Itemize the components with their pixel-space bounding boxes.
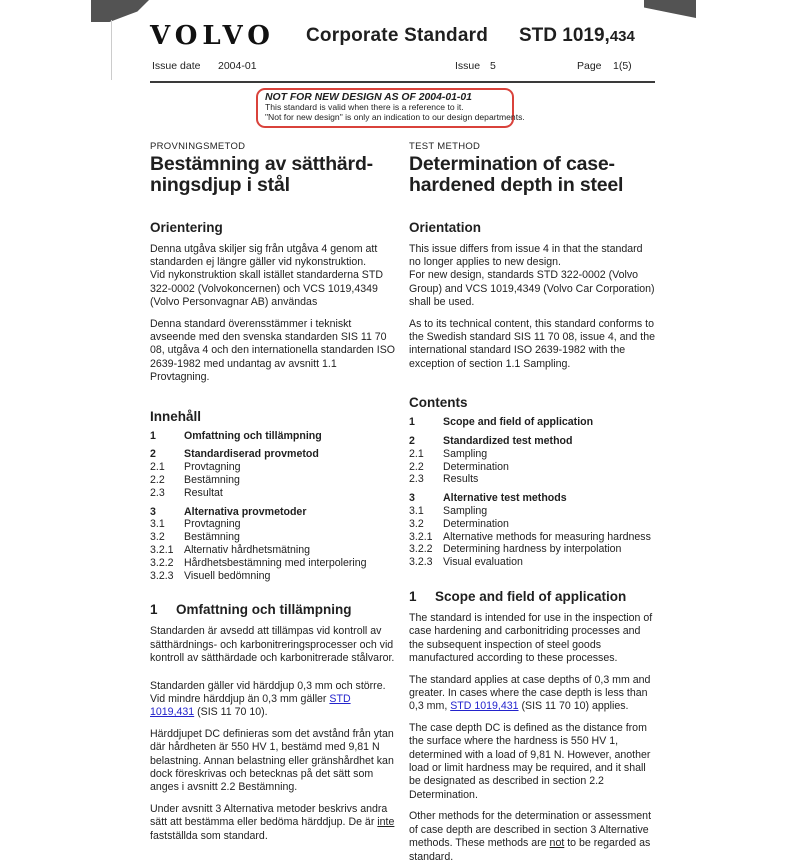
toc-item: 3 Alternativa provmetoder — [150, 505, 307, 518]
toc-item: 3.1 Provtagning — [150, 518, 241, 531]
section-1-paragraph-1-english: The standard is intended for use in the inspection of case hardening and carbonitriding processes and the subsequent inspection of steel goods manufactured according to these processes. — [409, 612, 653, 665]
page-edge-line — [111, 20, 112, 80]
orientation-paragraph-1-swedish: Denna utgåva skiljer sig från utgåva 4 genom att standarden ej längre gäller vid nykonstruktion. Vid nykonstruktion skall istället standarderna STD 322-0002 (Volvokoncernen) och VCS 1019,4349 (Volvo Personvagnar AB) användas — [150, 242, 383, 309]
masthead — [150, 0, 655, 60]
orientation-paragraph-2-english: As to its technical content, this standard conforms to the Swedish standard SIS 11 70 08, issue 4, and the international standard ISO 2639-1982 with the exception of section 1.1 Sampling. — [409, 317, 655, 370]
document-type-title: Corporate Standard — [306, 25, 489, 46]
toc-item: 2.1 Provtagning — [150, 461, 241, 474]
toc-item: 2.2 Bestämning — [150, 474, 240, 487]
toc-heading-swedish: Innehåll — [150, 408, 202, 424]
toc-heading-english: Contents — [409, 395, 468, 411]
notice-line-1: This standard is valid when there is a reference to it. — [265, 102, 464, 112]
issue-value: 5 — [490, 60, 496, 72]
english-column — [409, 141, 655, 864]
emphasized-word: not — [549, 837, 565, 850]
std-1019-431-link[interactable]: STD 1019,431 — [150, 693, 351, 719]
toc-item: 2.3 Resultat — [150, 486, 223, 499]
toc-item: 1 Scope and field of application — [409, 416, 594, 429]
toc-item: 2.1 Sampling — [409, 447, 488, 460]
two-column-body — [150, 141, 655, 864]
toc-item: 2.2 Determination — [409, 460, 509, 473]
toc-item: 2.3 Results — [409, 473, 479, 486]
kicker-english: TEST METHOD — [409, 140, 481, 152]
toc-item: 3.2.3 Visual evaluation — [409, 556, 523, 569]
toc-item: 2 Standardiserad provmetod — [150, 448, 319, 461]
section-1-paragraph-2-swedish: Standarden gäller vid härddjup 0,3 mm och större. Vid mindre härddjup än 0,3 mm gäller STD 1019,431 (SIS 11 70 10). — [150, 679, 386, 719]
toc-english — [409, 417, 655, 569]
toc-item: 1 Omfattning och tillämpning — [150, 429, 322, 442]
toc-swedish — [150, 431, 396, 583]
section-1-heading-swedish: 1 Omfattning och tillämpning — [150, 602, 352, 618]
standard-number-main: STD 1019, — [519, 25, 610, 46]
section-1-paragraph-3-swedish: Härddjupet DC definieras som det avstånd från ytan där hårdheten är 550 HV 1, bestämd med 9,81 N belastning. Annan belastning eller gränshårdhet kan dock föreskrivas och betecknas på det sätt som anges i avsnitt 2.2 Bestämning. — [150, 727, 394, 794]
standard-number — [519, 25, 635, 47]
toc-item: 3.2.2 Hårdhetsbestämning med interpolering — [150, 556, 367, 569]
issue-label: Issue — [455, 60, 481, 72]
std-1019-431-link[interactable]: STD 1019,431 — [450, 700, 519, 713]
document-title-swedish: Bestämning av sätthärd- ningsdjup i stål — [150, 152, 373, 196]
issue-meta-row — [150, 60, 655, 74]
section-1-paragraph-3-english: The case depth DC is defined as the distance from the surface where the hardness is 550 HV 1, determined with a load of 9,81 N. However, another load or limit hardness may be required, and it shall be designated as described in section 2.2 Determination. — [409, 721, 651, 801]
toc-item: 3.2.3 Visuell bedömning — [150, 569, 271, 582]
issue-date-label: Issue date — [152, 60, 201, 72]
not-for-new-design-notice — [256, 88, 525, 128]
page-value: 1(5) — [613, 60, 632, 72]
toc-item: 3.2 Bestämning — [150, 531, 240, 544]
emphasized-word: inte — [377, 816, 395, 829]
scan-corner-artifact-top-left — [91, 0, 149, 22]
section-1-paragraph-4-english: Other methods for the determination or assessment of case depth are described in section 3 Alternative methods. These methods are not to be regarded as standard. — [409, 810, 652, 863]
section-1-paragraph-4-swedish: Under avsnitt 3 Alternativa metoder beskrivs andra sätt att bestämma eller bedöma härddjup. De är inte fastställda som standard. — [150, 802, 395, 842]
orientation-heading-swedish: Orientering — [150, 219, 223, 235]
kicker-swedish: PROVNINGSMETOD — [150, 140, 246, 152]
toc-item: 3.2.2 Determining hardness by interpolation — [409, 543, 622, 556]
section-1-paragraph-1-swedish: Standarden är avsedd att tillämpas vid kontroll av sätthärdnings- och karbonitreringsprocesser och vid kontroll av sätthärdade och karbonitrerade stålvaror. — [150, 625, 395, 665]
issue-date-value: 2004-01 — [218, 60, 257, 72]
notice-line-2: "Not for new design" is only an indication to our design departments. — [265, 111, 525, 122]
orientation-heading-english: Orientation — [409, 219, 482, 235]
toc-item: 2 Standardized test method — [409, 435, 573, 448]
orientation-paragraph-2-swedish: Denna standard överensstämmer i tekniskt avseende med den svenska standarden SIS 11 70 08, utgåva 4 och den internationella standarden ISO 2639-1982 med undantag av avsnitt 1.1 Provtagning. — [150, 317, 396, 384]
section-1-paragraph-2-english: The standard applies at case depths of 0,3 mm and greater. In cases where the case depth is less than 0,3 mm, STD 1019,431 (SIS 11 70 10) applies. — [409, 673, 651, 713]
page-label: Page — [577, 60, 602, 72]
volvo-logo: VOLVO — [150, 21, 275, 51]
toc-item: 3.1 Sampling — [409, 505, 488, 518]
orientation-paragraph-1-english: This issue differs from issue 4 in that the standard no longer applies to new design. For new design, standards STD 322-0002 (Volvo Group) and VCS 1019,4349 (Volvo Car Corporation) shall be used. — [409, 242, 655, 309]
document-title-english: Determination of case- hardened depth in steel — [409, 152, 624, 196]
notice-title: NOT FOR NEW DESIGN AS OF 2004-01-01 — [265, 92, 472, 103]
swedish-column — [150, 141, 396, 864]
header-rule — [150, 81, 655, 83]
standard-number-suffix: 434 — [609, 28, 635, 45]
toc-item: 3.2.1 Alternative methods for measuring hardness — [409, 530, 651, 543]
section-1-heading-english: 1 Scope and field of application — [409, 589, 627, 605]
toc-item: 3.2.1 Alternativ hårdhetsmätning — [150, 544, 311, 557]
toc-item: 3.2 Determination — [409, 517, 509, 530]
page-content — [150, 0, 655, 864]
toc-item: 3 Alternative test methods — [409, 492, 567, 505]
